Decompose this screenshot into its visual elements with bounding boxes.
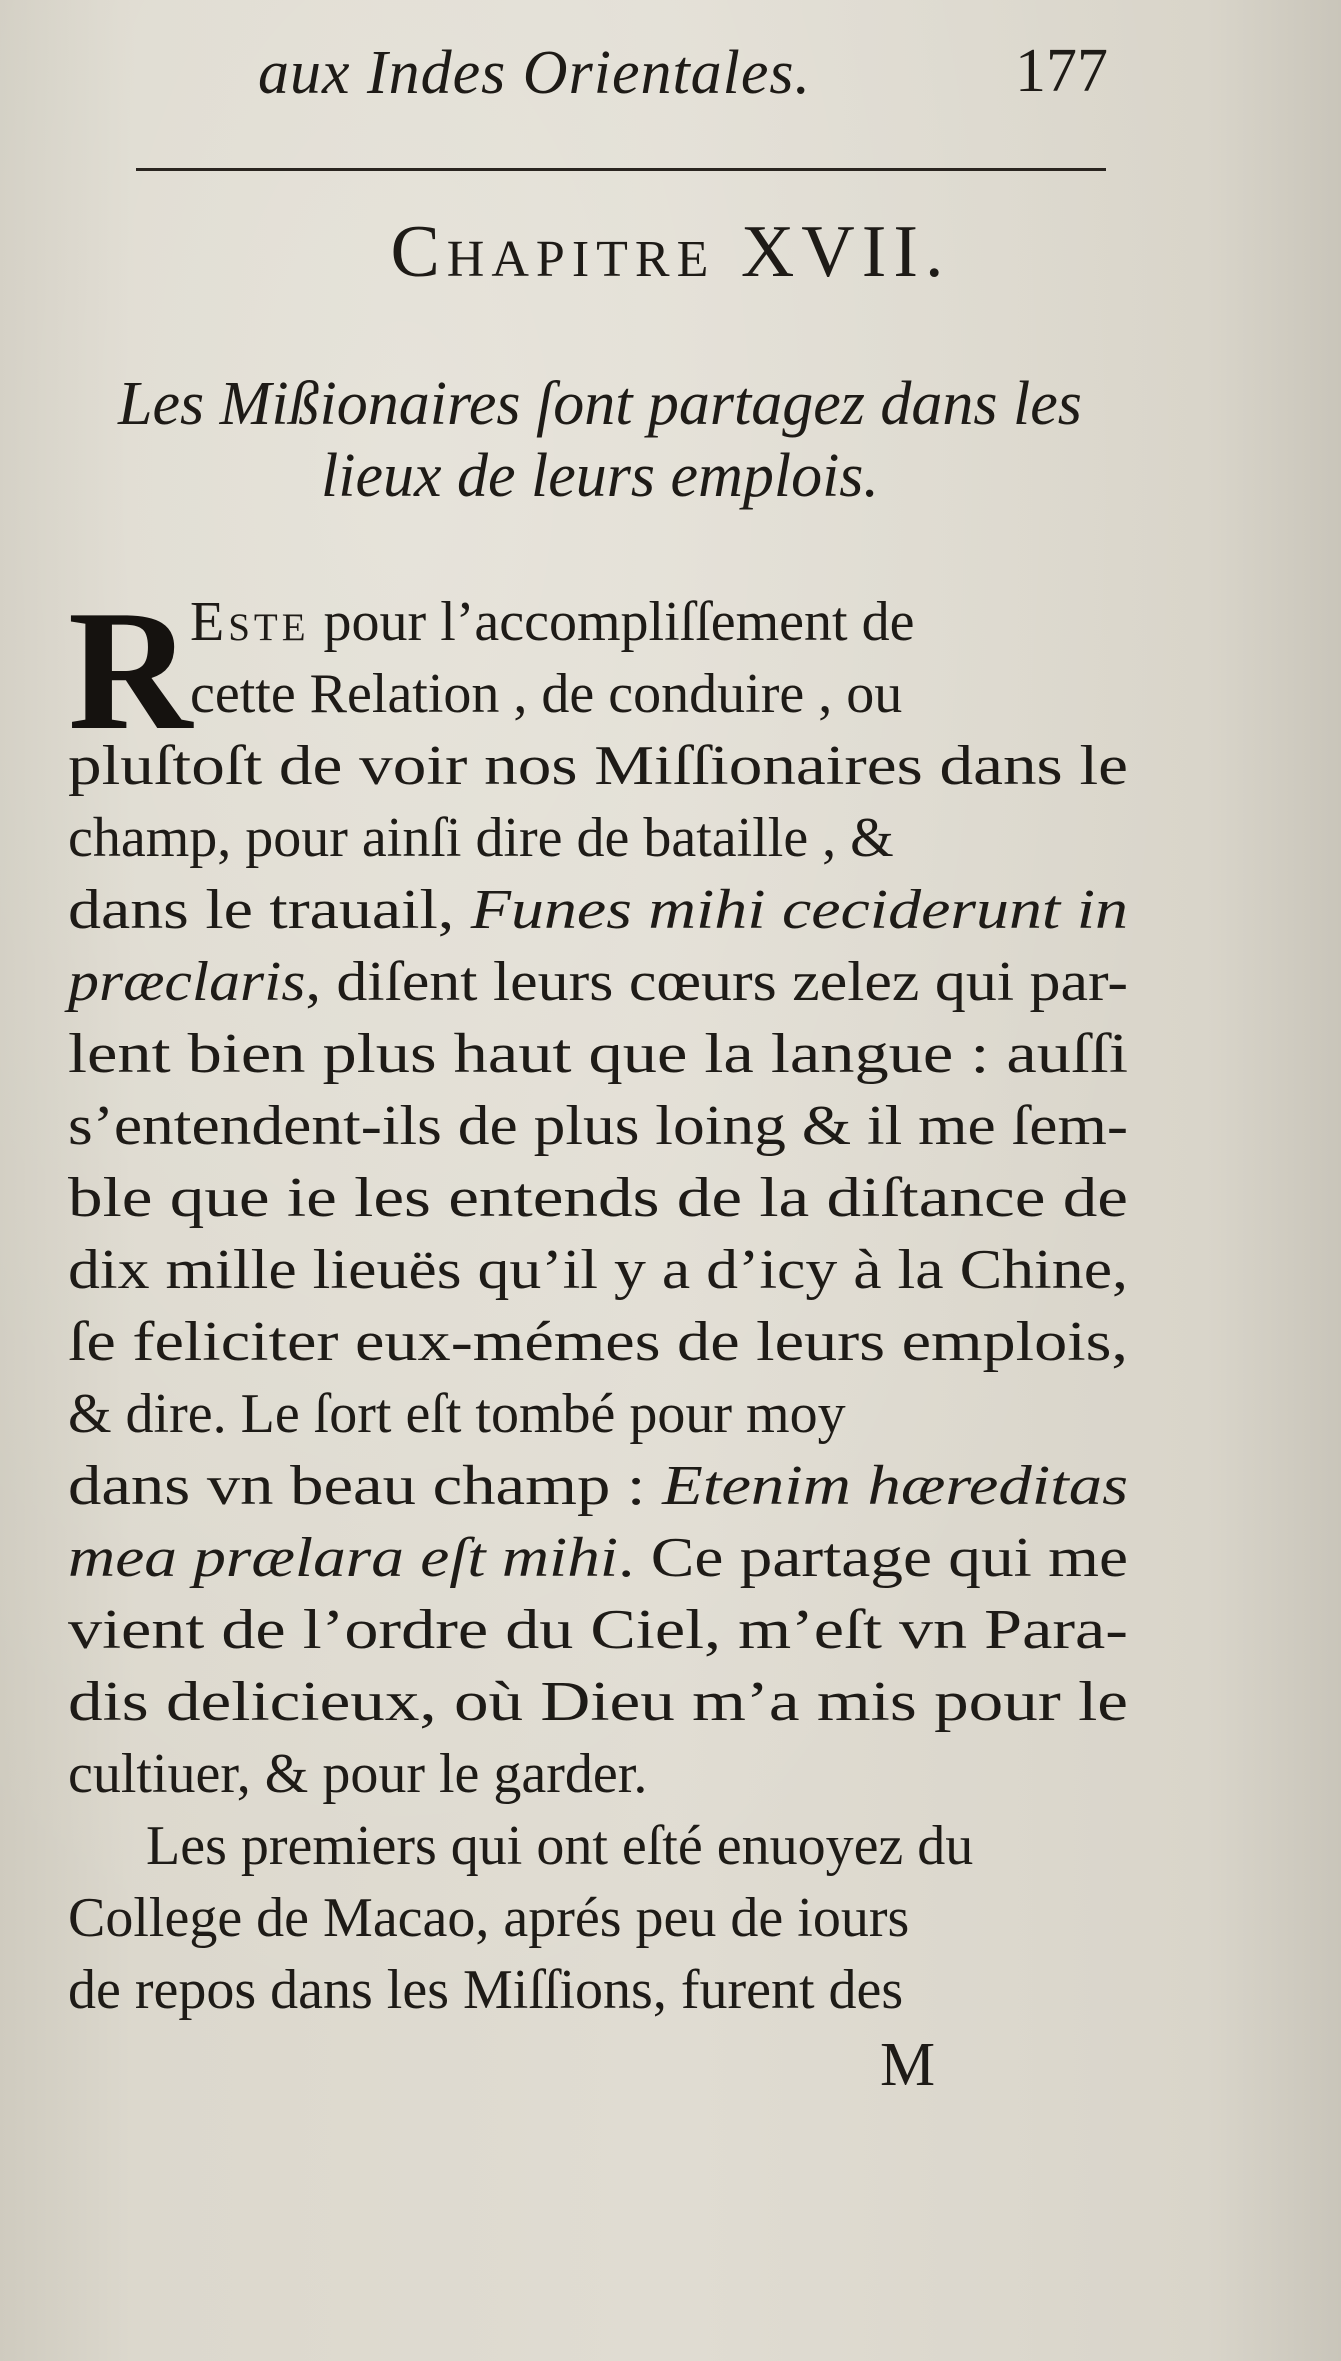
- text-run: & dire. Le ſort eſt tombé pour moy: [68, 1383, 846, 1445]
- text-run: College de Macao, aprés peu de iours: [68, 1887, 910, 1949]
- page-number: 177: [1015, 37, 1108, 105]
- text-line: [68, 1018, 1128, 1090]
- text-line: [68, 874, 1128, 946]
- text-line: [68, 1378, 1128, 1450]
- text-line: [68, 730, 1128, 802]
- chapter-subtitle: [60, 360, 1140, 510]
- text-line: [68, 1882, 1128, 1954]
- text-run: ble que ie les entends de la diſtance de: [68, 1167, 1128, 1229]
- running-head: [0, 30, 1341, 120]
- text-line: [68, 658, 1128, 730]
- text-line: [68, 1738, 1128, 1810]
- subtitle-line: lieux de leurs emplois.: [321, 442, 879, 510]
- text-italic: præclaris: [68, 951, 306, 1013]
- text-run: vient de l’ordre du Ciel, m’eſt vn Para-: [68, 1599, 1128, 1661]
- text-line: [68, 1162, 1128, 1234]
- text-run: . Ce partage qui me: [618, 1527, 1128, 1589]
- running-title: aux Indes Orientales.: [258, 39, 812, 107]
- text-run: dans le trauail,: [68, 879, 471, 941]
- subtitle-line: Les Mißionaires ſont partagez dans les: [118, 370, 1082, 438]
- text-line: [68, 1810, 1128, 1882]
- text-italic: mea prælara eſt mihi: [68, 1527, 619, 1589]
- text-run: pluſtoſt de voir nos Miſſionaires dans le: [68, 735, 1128, 797]
- text-line: [68, 1522, 1128, 1594]
- text-run: dis delicieux, où Dieu m’a mis pour le: [68, 1671, 1128, 1733]
- text-line: [68, 1306, 1128, 1378]
- text-line: [68, 946, 1128, 1018]
- header-rule: [136, 168, 1106, 171]
- text-line: [68, 586, 1128, 658]
- text-run: de repos dans les Miſſions, furent des: [68, 1959, 904, 2021]
- drop-cap-initial: R: [68, 576, 193, 766]
- text-run: Les premiers qui ont eſté enuoyez du: [146, 1815, 974, 1877]
- text-smallcaps: Este: [190, 591, 310, 653]
- text-italic: Etenim hæreditas: [662, 1455, 1128, 1517]
- text-line: [68, 1450, 1128, 1522]
- signature-mark: M: [880, 2031, 936, 2099]
- text-line: [68, 1666, 1128, 1738]
- text-run: cultiuer, & pour le garder.: [68, 1743, 648, 1805]
- text-run: dans vn beau champ :: [68, 1455, 663, 1517]
- text-run: dix mille lieuës qu’il y a d’icy à la Chine,: [68, 1239, 1128, 1301]
- text-line: [68, 802, 1128, 874]
- text-run: champ, pour ainſi dire de bataille , &: [68, 807, 894, 869]
- text-run: lent bien plus haut que la langue : auſſi: [68, 1023, 1128, 1085]
- chapter-heading: Chapitre XVII.: [390, 211, 951, 293]
- text-run: s’entendent-ils de plus loing & il me ſem-: [68, 1095, 1128, 1157]
- text-run: cette Relation , de conduire , ou: [190, 663, 903, 725]
- text-run: ſe feliciter eux-mémes de leurs emplois,: [68, 1311, 1128, 1373]
- text-run: pour l’accompliſſement de: [309, 591, 915, 653]
- text-line: [68, 1234, 1128, 1306]
- text-run: , diſent leurs cœurs zelez qui par-: [305, 951, 1128, 1013]
- body-text: [68, 576, 1129, 2026]
- text-italic: Funes mihi ceciderunt in: [470, 879, 1129, 941]
- text-line: [68, 1090, 1128, 1162]
- text-line: [68, 1954, 1128, 2026]
- text-line: [68, 1594, 1128, 1666]
